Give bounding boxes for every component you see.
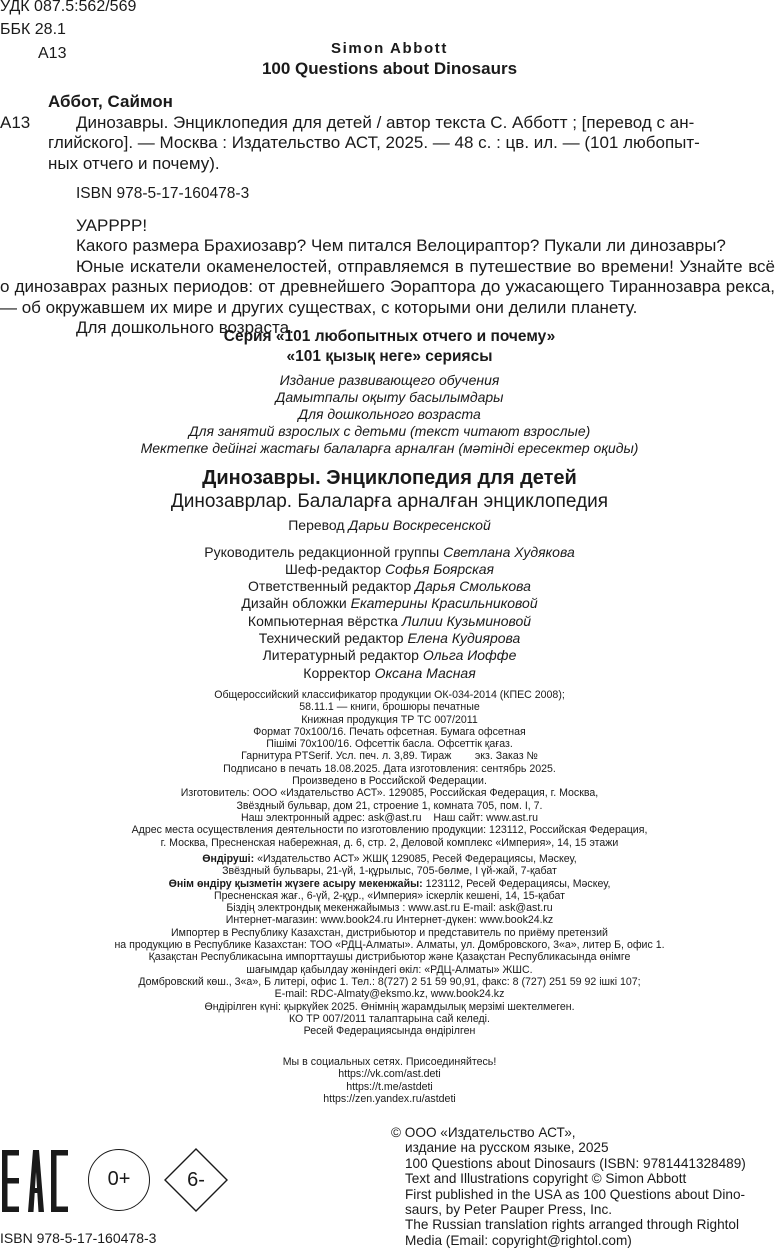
annotation-exclaim: УАРРРР! — [76, 215, 148, 235]
imprint-line: Домбровский көш., 3«а», Б литері, офис 1. Тел.: 8(727) 2 51 59 90,91, факс: 8 (727) 251 59 92 ішкі 107; — [138, 975, 641, 988]
age-rating-diamond — [164, 1148, 228, 1212]
imprint-line: 58.11.1 — книги, брошюры печатные — [299, 701, 480, 714]
copyright-line: Media (Email: copyright@rightol.com) — [405, 1232, 632, 1248]
imprint-ru — [0, 689, 779, 849]
credit-role: Технический редактор — [258, 630, 404, 646]
age-rating-circle — [88, 1149, 150, 1211]
credit-role: Перевод — [288, 517, 345, 533]
annotation-questions: Какого размера Брахиозавр? Чем питался Велоцираптор? Пукали ли динозавры? — [76, 236, 726, 255]
entry-code: А13 — [0, 112, 31, 132]
copyright-line: © ООО «Издательство АСТ», — [391, 1125, 576, 1140]
credit-line — [0, 665, 779, 681]
social-link[interactable]: https://zen.yandex.ru/astdeti — [323, 1092, 456, 1105]
credit-line — [0, 578, 779, 594]
claims-label: Өнім өндіру қызметін жүзеге асыру мекенжайы: — [168, 877, 423, 890]
social-link[interactable]: https://t.me/astdeti — [346, 1080, 433, 1093]
age-rating-circle-label: 0+ — [107, 1168, 131, 1190]
credit-name: Екатерины Красильниковой — [350, 595, 538, 611]
eac-mark-icon — [2, 1150, 68, 1212]
entry-isbn: ISBN 978-5-17-160478-3 — [76, 185, 250, 202]
annotation-age: Для дошкольного возраста. — [76, 318, 294, 337]
credit-role: Компьютерная вёрстка — [247, 613, 399, 629]
edition-note: Для занятий взрослых с детьми (текст читают взрослые) — [188, 423, 591, 439]
credit-name: Лилии Кузьминовой — [401, 613, 532, 629]
credit-name: Ольга Иоффе — [422, 647, 517, 663]
imprint-line: Ресей Федерациясында өндірілген — [303, 1025, 476, 1038]
copyright-line: The Russian translation rights arranged through Rightol — [405, 1217, 739, 1233]
imprint-line: г. Москва, Пресненская набережная, д. 6, стр. 2, Деловой комплекс «Империя», 14, 15 этажи — [160, 836, 619, 849]
entry-description-cont: глийского]. — Москва : Издательство АСТ, 2025. — 48 с. : цв. ил. — (101 любопыт- — [48, 133, 700, 152]
social-block — [0, 1056, 779, 1105]
credit-line — [0, 595, 779, 611]
copyright-line: 100 Questions about Dinosaurs (ISBN: 9781441328489) — [405, 1155, 746, 1171]
eac-mark — [2, 1150, 68, 1212]
copyright-line: First published in the USA as 100 Questions about Dino- — [405, 1186, 746, 1202]
credit-name: Дарья Смолькова — [415, 578, 531, 594]
imprint-line: Қазақстан Республикасына импорттаушы дистрибьютор және Қазақстан Республикасында өнімге — [148, 951, 631, 964]
bbk-code: ББК 28.1 — [0, 21, 66, 38]
imprint-line: Общероссийский классификатор продукции ОК-034-2014 (КПЕС 2008); — [214, 689, 565, 701]
credit-translator — [0, 517, 779, 533]
credit-role: Шеф-редактор — [284, 561, 382, 577]
credit-role: Дизайн обложки — [241, 595, 347, 611]
credit-role: Ответственный редактор — [248, 578, 412, 594]
copyright-line: Text and Illustrations copyright © Simon Abbott — [405, 1171, 687, 1187]
claims-text: 123112, Ресей Федерациясы, Мәскеу, — [422, 877, 611, 890]
entry-author: Аббот, Саймон — [48, 92, 173, 111]
bibliographic-entry — [0, 92, 775, 339]
credit-role: Корректор — [303, 665, 371, 681]
imprint-line: Звёздный бульвар, дом 21, строение 1, комната 705, пом. I, 7. — [236, 799, 543, 812]
imprint-line: Произведено в Российской Федерации. — [292, 775, 487, 788]
entry-description-start: Динозавры. Энциклопедия для детей / автор текста С. Абботт ; [перевод с ан- — [76, 112, 695, 132]
imprint-line: на продукцию в Республике Казахстан: ТОО «РДЦ-Алматы». Алматы, ул. Домбровского, 3«а», литер Б, офис 1. — [114, 939, 665, 952]
original-title: 100 Questions about Dinosaurs — [261, 59, 518, 78]
imprint-line: Звёздный бульвары, 21-үй, 1-құрылыс, 705-бөлме, I үй-жай, 7-қабат — [222, 865, 557, 878]
edition-note: Дамытпалы оқыту басылымдары — [275, 389, 504, 405]
imprint-line: Подписано в печать 18.08.2025. Дата изготовления: сентябрь 2025. — [223, 762, 556, 775]
credit-line — [0, 544, 779, 560]
credit-line — [0, 630, 779, 646]
edition-note: Для дошкольного возраста — [298, 406, 481, 422]
imprint-line: Өндірілген күні: қыркүйек 2025. Өнімнің жарамдылық мерзімі шектелмеген. — [204, 1000, 575, 1013]
imprint-line: Наш электронный адрес: ask@ast.ru Наш сайт: www.ast.ru — [241, 811, 538, 824]
imprint-line: Гарнитура PTSerif. Усл. печ. л. 3,89. Тираж экз. Заказ № — [241, 750, 538, 763]
imprint-line — [0, 878, 779, 890]
credit-name: Елена Кудиярова — [407, 630, 521, 646]
age-rating-diamond-label: 6- — [187, 1169, 205, 1191]
annotation-body: Юные искатели окаменелостей, отправляемся в путешествие во времени! Узнайте всё о динозаврах разных периодов: от древнейшего Эораптора до ужасающего Тираннозавра рекса, — об окружавшем их мире и других существах, с которыми они делили планету. — [0, 256, 775, 317]
author-mark: А13 — [38, 45, 67, 62]
credit-name: Дарьи Воскресенской — [348, 517, 491, 533]
entry-description-end: ных отчего и почему). — [48, 153, 220, 173]
imprint-line: Интернет-магазин: www.book24.ru Интернет-дүкен: www.book24.kz — [225, 914, 554, 927]
credit-line — [0, 613, 779, 629]
imprint-line: Біздің электрондық мекенжайымыз : www.ast.ru E-mail: ask@ast.ru — [226, 902, 553, 915]
manufacturer-text: «Издательство АСТ» ЖШҚ 129085, Ресей Федерациясы, Мәскеу, — [254, 853, 577, 865]
social-link[interactable]: https://vk.com/ast.deti — [338, 1068, 441, 1081]
credit-line — [0, 647, 779, 663]
manufacturer-label: Өндіруші: — [202, 853, 255, 865]
credit-line — [0, 561, 779, 577]
footer-isbn: ISBN 978-5-17-160478-3 — [0, 1230, 157, 1246]
edition-note: Издание развивающего обучения — [279, 372, 500, 388]
credit-name: Софья Боярская — [384, 561, 495, 577]
credit-role: Литературный редактор — [262, 647, 419, 663]
copyright-block — [391, 1125, 779, 1248]
edition-note: Мектепке дейінгі жастағы балаларға арналған (мәтінді ересектер оқиды) — [140, 440, 639, 456]
original-author: Simon Abbott — [331, 40, 448, 57]
credit-role: Руководитель редакционной группы — [204, 544, 440, 560]
imprint-line: Формат 70x100/16. Печать офсетная. Бумага офсетная — [253, 725, 526, 738]
imprint-line: Книжная продукция ТР ТС 007/2011 — [301, 713, 478, 726]
copyright-line: издание на русском языке, 2025 — [405, 1140, 609, 1156]
imprint-kz — [0, 853, 779, 1037]
social-label: Мы в социальных сетях. Присоединяйтесь! — [282, 1056, 497, 1068]
book-title-kz: Динозаврлар. Балаларға арналған энциклопедия — [170, 491, 609, 512]
imprint-line: Изготовитель: ООО «Издательство АСТ». 129085, Российская Федерация, г. Москва, — [180, 787, 599, 800]
imprint-line: E-mail: RDC-Almaty@eksmo.kz, www.book24.kz — [274, 988, 505, 1001]
copyright-line: saurs, by Peter Pauper Press, Inc. — [405, 1202, 613, 1218]
imprint-line: Адрес места осуществления деятельности по изготовлению продукции: 123112, Российская Федерация, — [131, 824, 648, 837]
credit-name: Оксана Масная — [374, 665, 476, 681]
imprint-line — [0, 853, 779, 865]
imprint-line: Импортер в Республику Казахстан, дистрибьютор и представитель по приёму претензий — [171, 926, 608, 939]
credit-name: Светлана Худякова — [443, 544, 575, 560]
series-title-ru: Серия «101 любопытных отчего и почему» — [223, 328, 556, 345]
entry-title-line — [0, 113, 775, 134]
udk-code: УДК 087.5:562/569 — [0, 0, 137, 15]
imprint-line: Пресненская жағ., 6-үй, 2-құр., «Империя» іскерлік кешені, 14, 15-қабат — [214, 889, 565, 902]
imprint-line: КО ТР 007/2011 талаптарына сай келеді. — [289, 1012, 490, 1025]
imprint-line: шағымдар қабылдау жөніндегі өкіл: «РДЦ-Алматы» ЖШС. — [246, 963, 533, 976]
series-title-kz: «101 қызық неге» сериясы — [286, 348, 493, 365]
imprint-line: Пішімі 70x100/16. Офсеттік басла. Офсеттік қағаз. — [266, 738, 513, 751]
book-title-ru: Динозавры. Энциклопедия для детей — [202, 467, 577, 489]
